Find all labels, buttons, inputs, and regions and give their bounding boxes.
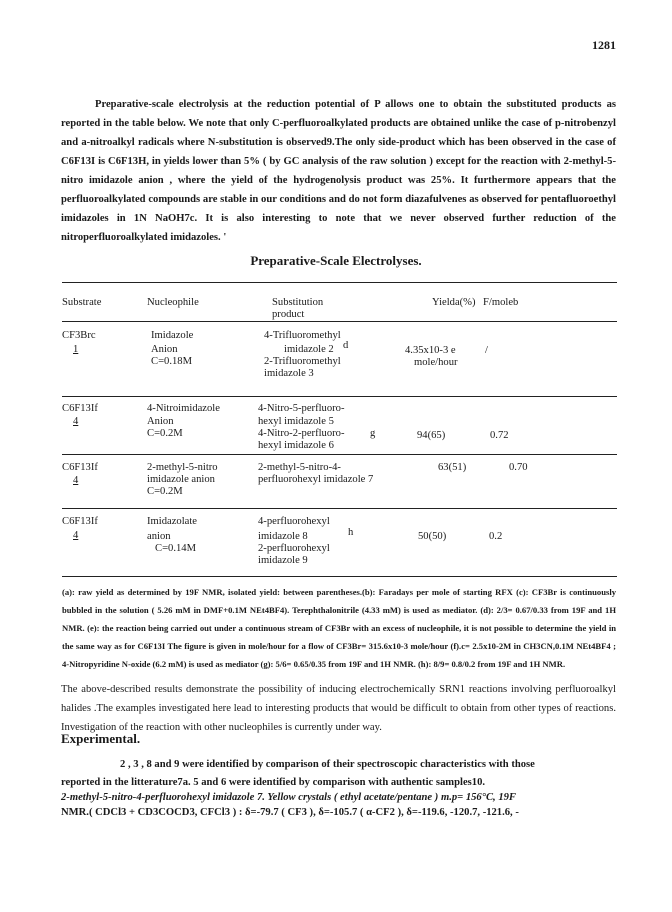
table-cell-nucleophile: anion <box>147 531 171 542</box>
table-header-cell: F/moleb <box>483 297 519 308</box>
experimental-text: reported in the litterature7a. 5 and 6 were identified by comparison with authentic samples10. <box>61 777 486 788</box>
table-cell-product: 4-Nitro-5-perfluoro- <box>258 403 345 414</box>
table-cell-substrate: C6F13If <box>62 516 98 527</box>
table-cell-yield-unit: / <box>485 345 488 356</box>
table-cell-substrate: C6F13If <box>62 462 98 473</box>
table-title: Preparative-Scale Electrolyses. <box>250 253 422 268</box>
table-cell-product: 4-Nitro-2-perfluoro- <box>258 428 345 439</box>
table-cell-yield: 63(51) <box>438 462 467 473</box>
table-cell-nucleophile: Imidazole <box>151 330 194 341</box>
table-row-rule <box>62 454 617 455</box>
table-cell-fmole: 0.72 <box>490 430 509 441</box>
table-cell-product: perfluorohexyl imidazole 7 <box>258 474 374 485</box>
table-cell-product-note: g <box>370 428 376 439</box>
page-number: 1281 <box>592 38 616 52</box>
table-cell-product: 2-Trifluoromethyl <box>264 356 341 367</box>
table-cell-product: imidazole 9 <box>258 555 308 566</box>
table-bottom-rule <box>62 576 617 577</box>
table-header-cell: Nucleophile <box>147 297 199 308</box>
table-cell-nucleophile: imidazole anion <box>147 474 215 485</box>
table-header-cell: Substitution <box>272 297 324 308</box>
table-cell-substrate: CF3Brc <box>62 330 96 341</box>
table-header-rule <box>62 321 617 322</box>
table-cell-yield-unit: mole/hour <box>414 357 458 368</box>
table-cell-nucleophile: 2-methyl-5-nitro <box>147 462 218 473</box>
experimental-text: 2 , 3 , 8 and 9 were identified by comparison of their spectroscopic characteristics with those <box>120 759 535 770</box>
intro-paragraph: Preparative-scale electrolysis at the reduction potential of P allows one to obtain the substituted products as reported in the table below. We note that only C-perfluoroalkylated products are obtained unlike the case of p-nitrobenzyl and a-nitroalkyl radicals where N-substitution is observed9.The only side-product which has been observed in the case of C6F13I is C6F13H, in yields lower than 5% ( by GC analysis of the raw solution ) except for the reaction with 2-methyl-5-nitro imidazole anion , where the yield of the hydrogenolysis product was 25%. It furthermore appears that the perfluoroalkylated compounds are stable in our conditions and do not form diazafulvenes as observed for pentafluoroethyl imidazoles in 1N NaOH7c. It is also interesting to note that we never observed further reduction of the nitroperfluoroalkylated imidazoles. ' <box>61 99 616 243</box>
table-cell-nucleophile: Anion <box>147 416 174 427</box>
table-cell-nucleophile: C=0.2M <box>147 486 183 497</box>
table-header-cell: product <box>272 309 305 320</box>
table-cell-fmole: 0.2 <box>489 531 503 542</box>
table-cell-product: 4-Trifluoromethyl <box>264 330 341 341</box>
experimental-text: NMR.( CDCl3 + CD3COCD3, CFCl3 ) : δ=-79.7 ( CF3 ), δ=-105.7 ( α-CF2 ), δ=-119.6, -120.7, -121.6, - <box>61 807 519 818</box>
table-cell-product: imidazole 8 <box>258 531 308 542</box>
table-cell-fmole: 0.70 <box>509 462 528 473</box>
table-cell-substrate-ref: 4 <box>73 530 79 541</box>
table-footnote: (a): raw yield as determined by 19F NMR, isolated yield: between parentheses.(b): Faradays per mole of starting RFX (c): CF3Br is continuously bubbled in the solution ( 5.26 mM in DMF+0.1M NEt4BF4). Terephthalonitrile (4.33 mM) is used as mediator. (d): 2/3= 0.67/0.33 from 19F and 1H NMR. (e): the reaction being carried out under a continuous stream of CF3Br with an excess of nucleophile, it is not possible to determine the yield in the same way as for C6F13I The figure is given in mole/hour for a flow of CF3Br= 315.6x10-3 mole/hour (f).c= 2.5x10-2M in CH3CN,0.1M NEt4BF4 ; 4-Nitropyridine N-oxide (6.2 mM) is used as mediator (g): 5/6= 0.65/0.35 from 19F and 1H NMR. (h): 8/9= 0.8/0.2 from 19F and 1H NMR. <box>62 587 616 669</box>
table-cell-product: imidazole 2 <box>284 344 334 355</box>
section-heading: Experimental. <box>61 731 141 746</box>
table-cell-nucleophile: C=0.2M <box>147 428 183 439</box>
table-cell-substrate-ref: 4 <box>73 475 79 486</box>
table-cell-product: hexyl imidazole 6 <box>258 440 334 451</box>
experimental-text: 2-methyl-5-nitro-4-perfluorohexyl imidazole 7. Yellow crystals ( ethyl acetate/pentane ) m.p= 156°C, 19F <box>61 792 516 803</box>
table-cell-nucleophile: 4-Nitroimidazole <box>147 403 220 414</box>
table-row-rule <box>62 396 617 397</box>
table-cell-substrate-ref: 4 <box>73 416 79 427</box>
table-cell-product-note: d <box>343 340 349 351</box>
table-cell-nucleophile: Imidazolate <box>147 516 197 527</box>
table-cell-yield: 94(65) <box>417 430 446 441</box>
table-cell-nucleophile: Anion <box>151 344 178 355</box>
table-cell-nucleophile: C=0.14M <box>155 543 196 554</box>
table-cell-product: imidazole 3 <box>264 368 314 379</box>
table-header-cell: Substrate <box>62 297 102 308</box>
table-cell-nucleophile: C=0.18M <box>151 356 192 367</box>
conclusion-paragraph: The above-described results demonstrate the possibility of inducing electrochemically SRN1 reactions involving perfluoroalkyl halides .The examples investigated here lead to interesting products that would be difficult to obtain from other types of reactions. Investigation of the reaction with other nucleophiles is currently under way. <box>61 684 616 733</box>
table-cell-product: hexyl imidazole 5 <box>258 416 334 427</box>
table-cell-product: 2-methyl-5-nitro-4- <box>258 462 341 473</box>
table-cell-yield: 50(50) <box>418 531 447 542</box>
table-cell-yield: 4.35x10-3 e <box>405 345 456 356</box>
table-cell-product: 4-perfluorohexyl <box>258 516 330 527</box>
table-header-cell: Yielda(%) <box>432 297 476 308</box>
table-cell-substrate: C6F13If <box>62 403 98 414</box>
table-top-rule <box>62 282 617 283</box>
table-row-rule <box>62 508 617 509</box>
table-cell-product-note: h <box>348 527 354 538</box>
table-cell-product: 2-perfluorohexyl <box>258 543 330 554</box>
table-cell-substrate-ref: 1 <box>73 344 79 355</box>
